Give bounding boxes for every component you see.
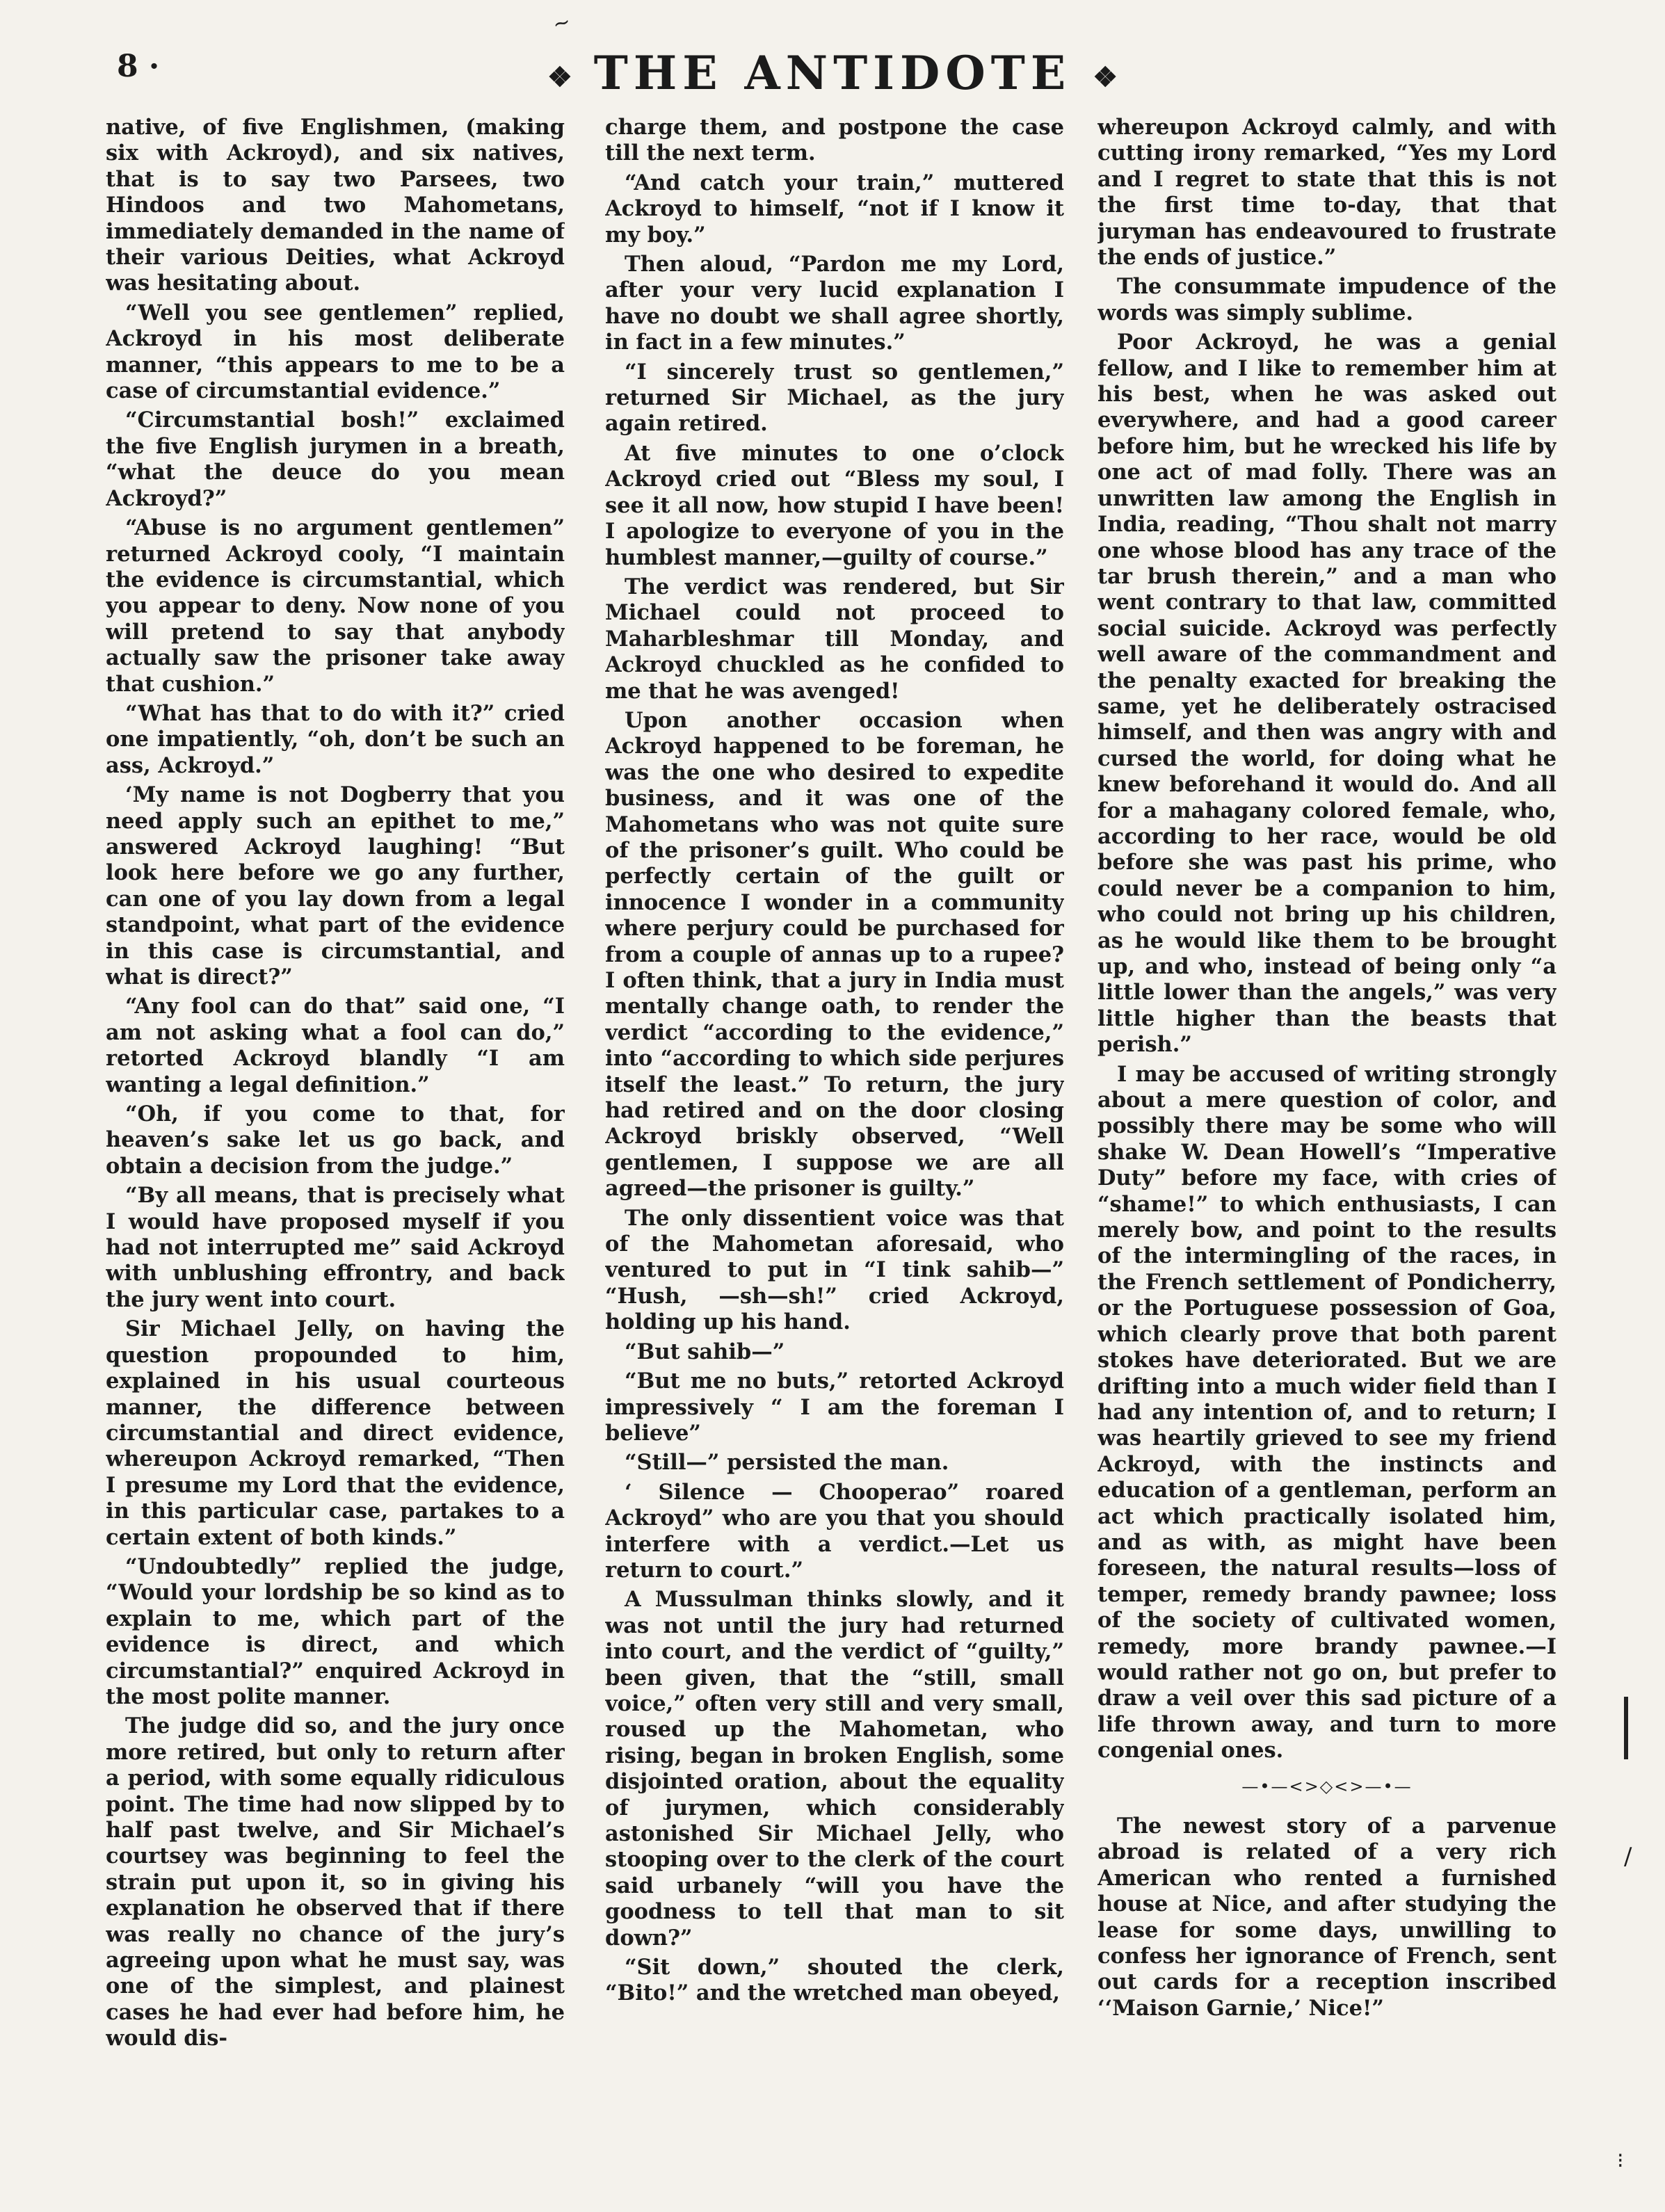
article-paragraph: The only dissentient voice was that of the Mahometan aforesaid, who ventured to put in “I tink sahib—” “Hush, —sh—sh!” cried Ackroyd, holding up his hand. [605,1205,1064,1335]
article-paragraph: native, of five Englishmen, (making six with Ackroyd), and six natives, that is to say two Parsees, two Hindoos and two Mahometans, immediately demanded in the name of their various Deities, what Ackroyd was hesitating about. [106,115,565,296]
article-paragraph: The consummate impudence of the words was simply sublime. [1097,274,1557,325]
article-column-3 [1097,115,1557,2166]
margin-mark: ⁝ [1617,2149,1624,2173]
article-paragraph: ‘ Silence — Chooperao” roared Ackroyd” who are you that you should interfere with a verdict.—Let us return to court.” [605,1479,1064,1583]
article-paragraph: Poor Ackroyd, he was a genial fellow, and I like to remember him at his best, when he was asked out everywhere, and had a good career before him, but he wrecked his life by one act of mad folly. There was an unwritten law among the English in India, reading, “Thou shalt not marry one whose blood has any trace of the tar brush therein,” and a man who went contrary to that law, committed social suicide. Ackroyd was perfectly well aware of the commandment and the penalty exacted for breaking the same, yet he deliberately ostracised himself, and then was angry with and cursed the world, for doing what he knew beforehand it would do. And all for a mahagany colored female, who, according to her race, would be old before she was past his prime, who could never be a companion to him, who could not bring up his children, as he would like them to be brought up, and who, instead of being only “a little lower than the angels,” was very little higher than the beasts that perish.” [1097,330,1557,1058]
article-paragraph: “Still—” persisted the man. [625,1450,949,1476]
article-paragraph: whereupon Ackroyd calmly, and with cutting irony remarked, “Yes my Lord and I regret to state that this is not the first time to-day, that that juryman has endeavoured to frustrate the ends of justice.” [1097,115,1557,271]
ornament-right: ❖ [1093,60,1118,94]
article-column-1 [106,115,565,2166]
article-paragraph: I may be accused of writing strongly about a mere question of color, and possibly there may be some who will shake W. Dean Howell’s “Imperative Duty” before my face, with cries of “shame!” to which enthusiasts, I can merely bow, and point to the results of the intermingling of the races, in the French settlement of Pondicherry, or the Portuguese possession of Goa, which clearly prove that both parent stokes have deteriorated. But we are drifting into a much wider field than I had any intention of, and to return; I was heartily grieved to see my friend Ackroyd, with the instincts and education of a gentleman, perform an act which practically isolated him, and as with, as might have been foreseen, the natural results—loss of temper, remedy brandy pawnee; loss of the society of cultivated women, remedy, more brandy pawnee.—I would rather not go on, but prefer to draw a veil over this sad picture of a life thrown away, and turn to more congenial ones. [1097,1061,1557,1763]
article-paragraph: “Undoubtedly” replied the judge, “Would your lordship be so kind as to explain to me, which part of the evidence is direct, and which circumstantial?” enquired Ackroyd in the most polite manner. [106,1553,565,1709]
article-paragraph: Upon another occasion when Ackroyd happened to be foreman, he was the one who desired to expedite business, and it was one of the Mahometans who was not quite sure of the prisoner’s guilt. Who could be perfectly certain of the guilt or innocence I wonder in a community where perjury could be purchased for from a couple of annas up to a rupee? I often think, that a jury in India must mentally change oath, to render the verdict “according to the evidence,” into “according to which side perjures itself the least.” To return, the jury had retired and on the door closing Ackroyd briskly observed, “Well gentlemen, I suppose we are all agreed—the prisoner is guilty.” [605,707,1064,1202]
article-paragraph: “Well you see gentlemen” replied, Ackroyd in his most deliberate manner, “this appears to me to be a case of circumstantial evidence.” [106,300,565,404]
article-paragraph: “By all means, that is precisely what I would have proposed myself if you had not interrupted me” said Ackroyd with unblushing effrontry, and back the jury went into court. [106,1183,565,1312]
article-paragraph: “Any fool can do that” said one, “I am not asking what a fool can do,” retorted Ackroyd blandly “I am wanting a legal definition.” [106,994,565,1097]
article-paragraph: “Oh, if you come to that, for heaven’s sake let us go back, and obtain a decision from the judge.” [106,1101,565,1179]
article-paragraph: Then aloud, “Pardon me my Lord, after your very lucid explanation I have no doubt we shall agree shortly, in fact in a few minutes.” [605,252,1064,355]
tick-mark: ~ [549,9,574,38]
section-divider: —•—<>◇<>—•— [1241,1776,1413,1796]
masthead [0,46,1665,100]
page-number: 8 · [117,49,160,84]
article-paragraph: “And catch your train,” muttered Ackroyd to himself, “not if I know it my boy.” [605,170,1064,248]
article-paragraph: “But me no buts,” retorted Ackroyd impressively “ I am the foreman I believe” [605,1369,1064,1446]
ornament-left: ❖ [547,60,572,94]
article-paragraph: “Sit down,” shouted the clerk, “Bito!” and the wretched man obeyed, [605,1955,1064,2006]
masthead-title: THE ANTIDOTE [593,46,1072,100]
article-paragraph: The verdict was rendered, but Sir Michael could not proceed to Maharbleshmar till Monday, and Ackroyd chuckled as he confided to me that he was avenged! [605,574,1064,704]
article-paragraph: “But sahib—” [625,1339,785,1364]
article-paragraph: The judge did so, and the jury once more retired, but only to return after a period, with some equally ridiculous point. The time had now slipped by to half past twelve, and Sir Michael’s courtsey was beginning to feel the strain put upon it, so in giving his explanation he observed that if there was really no chance of the jury’s agreeing upon what he must say, was one of the simplest, and plainest cases he had ever had before him, he would dis- [106,1713,565,2051]
article-paragraph: A Mussulman thinks slowly, and it was not until the jury had returned into court, and the verdict of “guilty,” been given, that the “still, small voice,” often very still and very small, roused up the Mahometan, who rising, began in broken English, some disjointed oration, about the equality of jurymen, which considerably astonished Sir Michael Jelly, who stooping over to the clerk of the court said urbanely “will you have the goodness to tell that man to sit down?” [605,1587,1064,1951]
article-paragraph: “I sincerely trust so gentlemen,” returned Sir Michael, as the jury again retired. [605,359,1064,437]
article-paragraph: “What has that to do with it?” cried one impatiently, “oh, don’t be such an ass, Ackroyd.” [106,700,565,778]
article-paragraph: charge them, and postpone the case till the next term. [605,115,1064,166]
margin-mark [1624,1697,1628,1759]
article-paragraph: At five minutes to one o’clock Ackroyd cried out “Bless my soul, I see it all now, how stupid I have been! I apologize to everyone of you in the humblest manner,—guilty of course.” [605,440,1064,570]
article-paragraph: The newest story of a parvenue abroad is related of a very rich American who rented a furnished house at Nice, and after studying the lease for some days, unwilling to confess her ignorance of French, sent out cards for a reception inscribed ‘‘Maison Garnie,’ Nice!” [1097,1814,1557,2021]
margin-mark: / [1624,1843,1632,1871]
article-paragraph: Sir Michael Jelly, on having the question propounded to him, explained in his usual courteous manner, the difference between circumstantial and direct evidence, whereupon Ackroyd remarked, “Then I presume my Lord that the evidence, in this particular case, partakes to a certain extent of both kinds.” [106,1316,565,1550]
article-paragraph: “Abuse is no argument gentlemen” returned Ackroyd cooly, “I maintain the evidence is circumstantial, which you appear to deny. Now none of you will pretend to say that anybody actually saw the prisoner take away that cushion.” [106,515,565,697]
article-paragraph: ‘My name is not Dogberry that you need apply such an epithet to me,” answered Ackroyd laughing! “But look here before we go any further, can one of you lay down from a legal standpoint, what part of the evidence in this case is circumstantial, and what is direct?” [106,782,565,990]
article-paragraph: “Circumstantial bosh!” exclaimed the five English jurymen in a breath, “what the deuce do you mean Ackroyd?” [106,407,565,511]
article-column-2 [605,115,1064,2166]
